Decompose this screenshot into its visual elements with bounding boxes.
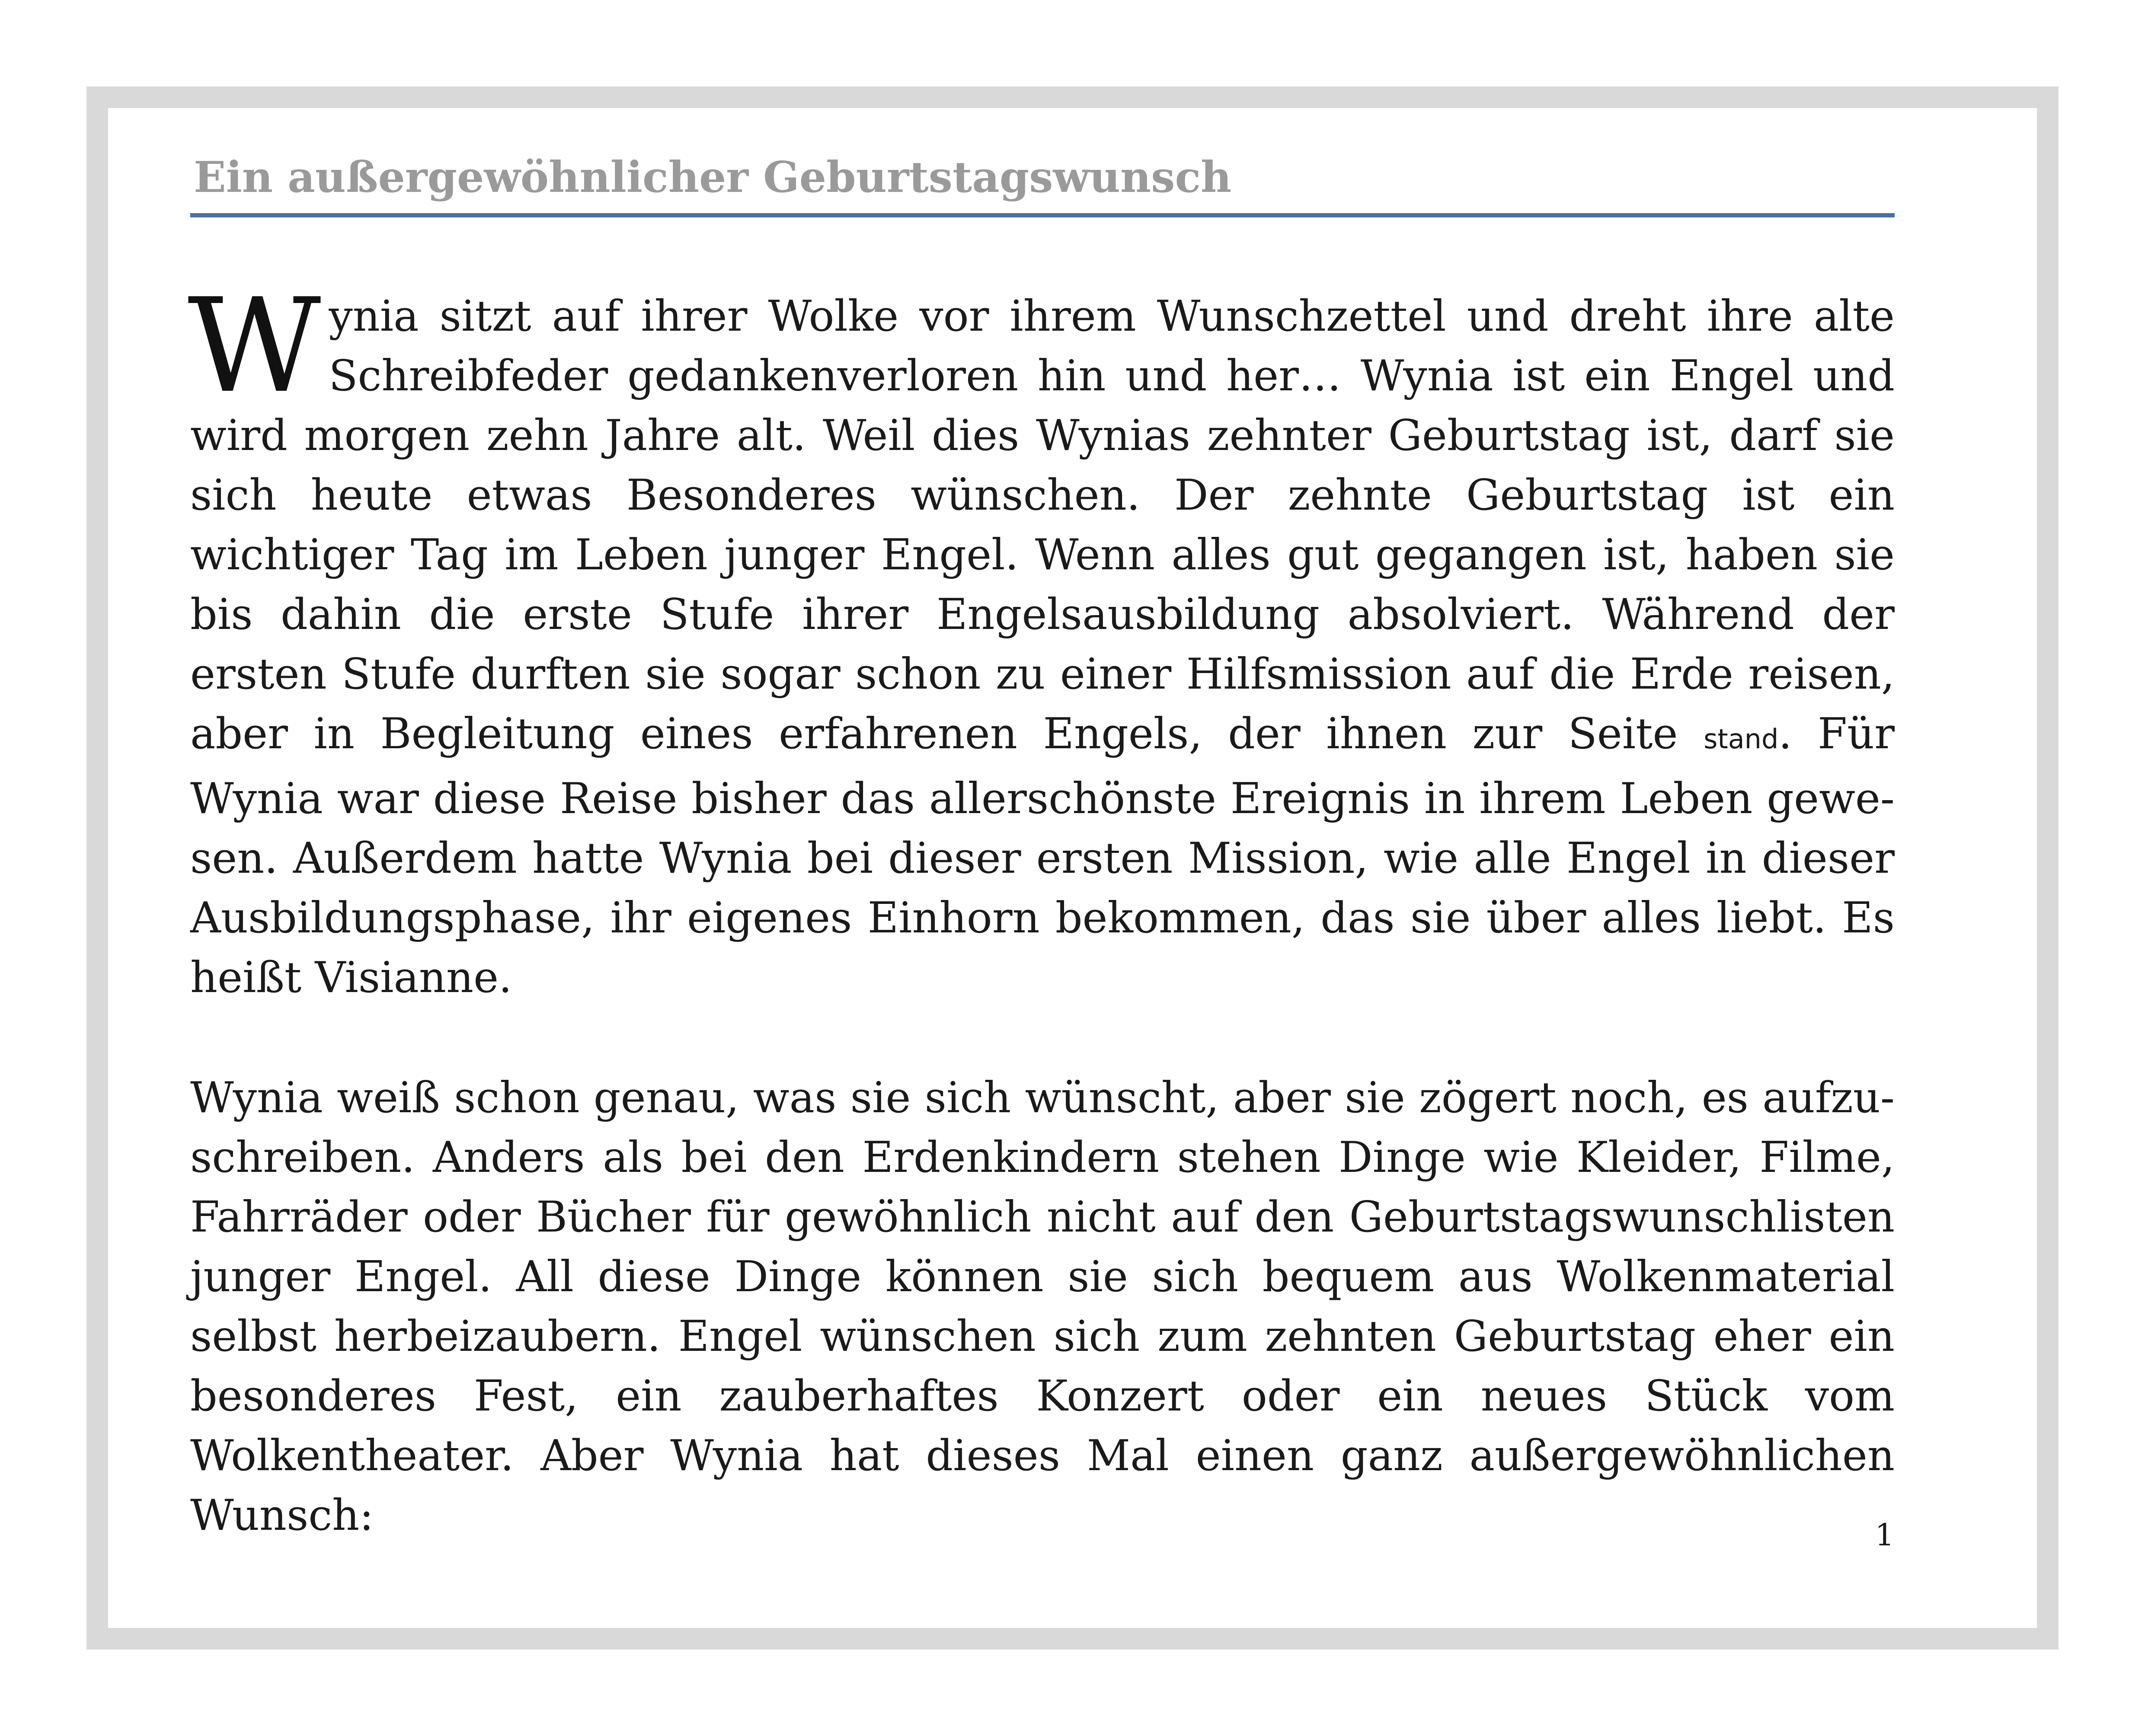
document-title: Ein außergewöhnlicher Geburtstagswunsch <box>194 153 1232 202</box>
document-content <box>190 151 1895 1545</box>
paragraph-1 <box>188 270 1895 1008</box>
page-number: 1 <box>1875 1517 1894 1553</box>
title-underline <box>190 213 1895 217</box>
paragraph-1-text-b: . Für Wynia war diese Reise bisher das allerschönste Ereignis in ihrem Leben gewesen. Außerdem hatte Wynia bei dieser ersten Mission, wie alle Engel in dieser Ausbildungsphase, ihr eigenes Einhorn bekommen, das sie über alles liebt. Es heißt Visianne. <box>190 709 1895 1002</box>
paragraph-2: Wynia weiß schon genau, was sie sich wünscht, aber sie zögert noch, es aufzuschreiben. Anders als bei den Erdenkindern stehen Dinge wie Kleider, Filme, Fahrräder oder Bücher für gewöhnlich nicht auf den Geburtstagswunschlisten junger Engel. All diese Dinge können sie sich bequem aus Wolkenmaterial selbst herbeizaubern. Engel wünschen sich zum zehnten Geburtstag eher ein besonderes Fest, ein zauberhaftes Konzert oder ein neues Stück vom Wolkentheater. Aber Wynia hat dieses Mal einen ganz außergewöhnlichen Wunsch: <box>190 1073 1895 1540</box>
paragraph-1-small-word: stand <box>1704 723 1779 755</box>
drop-cap: W <box>188 270 321 421</box>
paragraph-1-text-a: ynia sitzt auf ihrer Wolke vor ihrem Wunschzettel und dreht ihre alte Schreibfeder gedankenverloren hin und her… Wynia ist ein Engel und wird morgen zehn Jahre alt. Weil dies Wynias zehnter Geburtstag ist, darf sie sich heute etwas Besonderes wünschen. Der zehnte Geburtstag ist ein wichtiger Tag im Leben junger Engel. Wenn alles gut gegangen ist, haben sie bis dahin die erste Stufe ihrer Engelsausbildung absolviert. Während der ersten Stufe durften sie sogar schon zu einer Hilfsmission auf die Erde reisen, aber in Begleitung eines erfahrenen Engels, der ihnen zur Seite <box>190 291 1895 759</box>
